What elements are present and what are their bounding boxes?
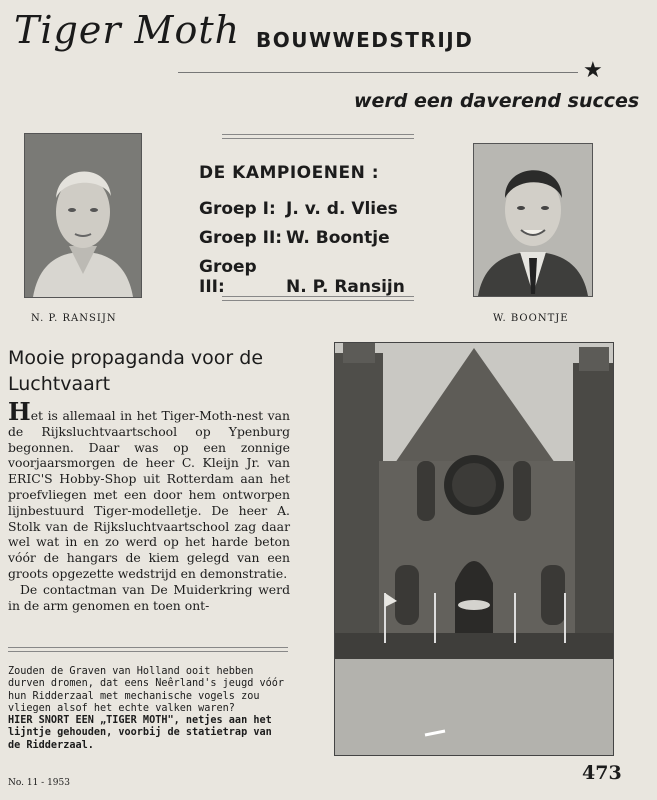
champion-name: J. v. d. Vlies — [286, 199, 398, 219]
drop-cap: H — [8, 397, 31, 426]
ridderzaal-photo — [334, 342, 614, 756]
portrait-ransijn-image — [25, 134, 141, 297]
article-heading: Mooie propaganda voor de Luchtvaart — [8, 347, 264, 395]
ridderzaal-image — [335, 343, 613, 755]
star-icon: ★ — [583, 58, 603, 83]
header-rule — [178, 72, 578, 73]
subtitle: werd een daverend succes — [354, 90, 640, 112]
divider-top — [222, 134, 414, 139]
champion-group: Groep II: — [199, 228, 283, 248]
caption-ransijn: N. P. RANSIJN — [31, 313, 117, 324]
article-paragraph-1 — [8, 397, 290, 582]
champions-heading: DE KAMPIOENEN : — [199, 163, 380, 183]
page-number: 473 — [582, 762, 622, 784]
champion-name: W. Boontje — [286, 228, 390, 248]
issue-number: No. 11 - 1953 — [8, 778, 70, 788]
champion-row — [199, 257, 405, 297]
article-body — [8, 397, 290, 613]
photo-caption-line-1: Zouden de Graven van Holland ooit hebben durven dromen, dat eens Neêrland's jeugd vóór hun Ridderzaal met mechanische vogels zou vliegen alsof het echte valken waren? — [8, 666, 285, 714]
champion-group: Groep III: — [199, 257, 257, 297]
title-bold: BOUWWEDSTRIJD — [256, 28, 474, 52]
article-paragraph-2: De contactman van De Muiderkring werd in de arm genomen en toen ont- — [8, 581, 290, 613]
photo-caption — [8, 666, 290, 752]
portrait-ransijn — [24, 133, 142, 298]
portrait-boontje — [473, 143, 593, 297]
caption-boontje: W. BOONTJE — [493, 313, 569, 324]
champion-group: Groep I: — [199, 199, 276, 219]
photo-caption-line-2: HIER SNORT EEN „TIGER MOTH", netjes aan het lijntje gehouden, voorbij de statietrap van de Ridderzaal. — [8, 715, 272, 751]
divider-article — [8, 647, 288, 652]
portrait-boontje-image — [474, 144, 592, 296]
champion-row — [199, 228, 390, 248]
champion-name: N. P. Ransijn — [286, 277, 405, 297]
champion-row — [199, 199, 398, 219]
title-script: Tiger Moth — [14, 8, 241, 52]
paragraph-1-text: et is allemaal in het Tiger-Moth-nest van de Rijksluchtvaartschool op Ypenburg begonnen. Daar was op een zonnige voorjaarsmorgen de heer C. Kleijn Jr. van ERIC'S Hobby-Shop uit Rotterdam aan het proefvliegen met een door hem ontworpen lijnbestuurd Tiger-modelletje. De heer A. Stolk van de Rijksluchtvaartschool zag daar wel wat in en zo werd op het harde beton vóór de hangars de kiem gelegd van een groots opgezette wedstrijd en demonstratie. — [8, 408, 290, 581]
